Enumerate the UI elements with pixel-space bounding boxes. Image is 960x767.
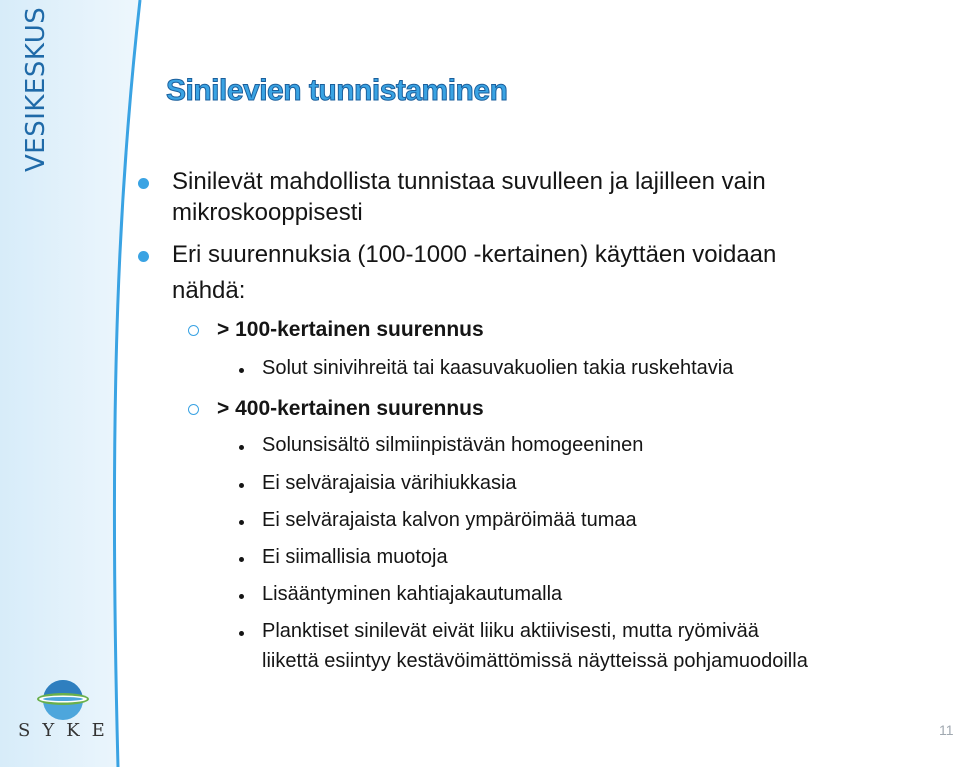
list-item: Ei selvärajaista kalvon ympäröimää tumaa	[262, 509, 637, 531]
list-item: Planktiset sinilevät eivät liiku aktiivisesti, mutta ryömivää	[262, 620, 759, 642]
small-bullet-icon	[239, 483, 244, 488]
slide-title: Sinilevien tunnistaminen	[166, 74, 508, 107]
list-item-continuation: liikettä esiintyy kestävöimättömissä näytteissä pohjamuodoilla	[262, 650, 808, 672]
sub-heading-400x: > 400-kertainen suurennus	[217, 397, 484, 420]
ring-bullet-icon	[188, 404, 199, 415]
brand-vertical-label: VESIKESKUS	[21, 6, 51, 172]
list-item: Solunsisältö silmiinpistävän homogeeninen	[262, 434, 644, 456]
syke-logo-text: SYKE	[18, 720, 117, 741]
small-bullet-icon	[239, 445, 244, 450]
page-number: 11	[939, 722, 954, 738]
small-bullet-icon	[239, 520, 244, 525]
ring-bullet-icon	[188, 325, 199, 336]
small-bullet-icon	[239, 368, 244, 373]
bullet-text: Sinilevät mahdollista tunnistaa suvulleen ja lajilleen vain	[172, 168, 766, 195]
bullet-text: mikroskooppisesti	[172, 199, 363, 226]
bullet-text: nähdä:	[172, 277, 246, 304]
list-item: Solut sinivihreitä tai kaasuvakuolien takia ruskehtavia	[262, 357, 734, 379]
list-item: Lisääntyminen kahtiajakautumalla	[262, 583, 563, 605]
list-item: Ei siimallisia muotoja	[262, 546, 448, 568]
small-bullet-icon	[239, 557, 244, 562]
list-item: Ei selvärajaisia värihiukkasia	[262, 472, 517, 494]
small-bullet-icon	[239, 594, 244, 599]
bullet-dot-icon	[138, 178, 149, 189]
sub-heading-100x: > 100-kertainen suurennus	[217, 318, 484, 341]
bullet-dot-icon	[138, 251, 149, 262]
small-bullet-icon	[239, 631, 244, 636]
bullet-text: Eri suurennuksia (100-1000 -kertainen) käyttäen voidaan	[172, 241, 777, 268]
